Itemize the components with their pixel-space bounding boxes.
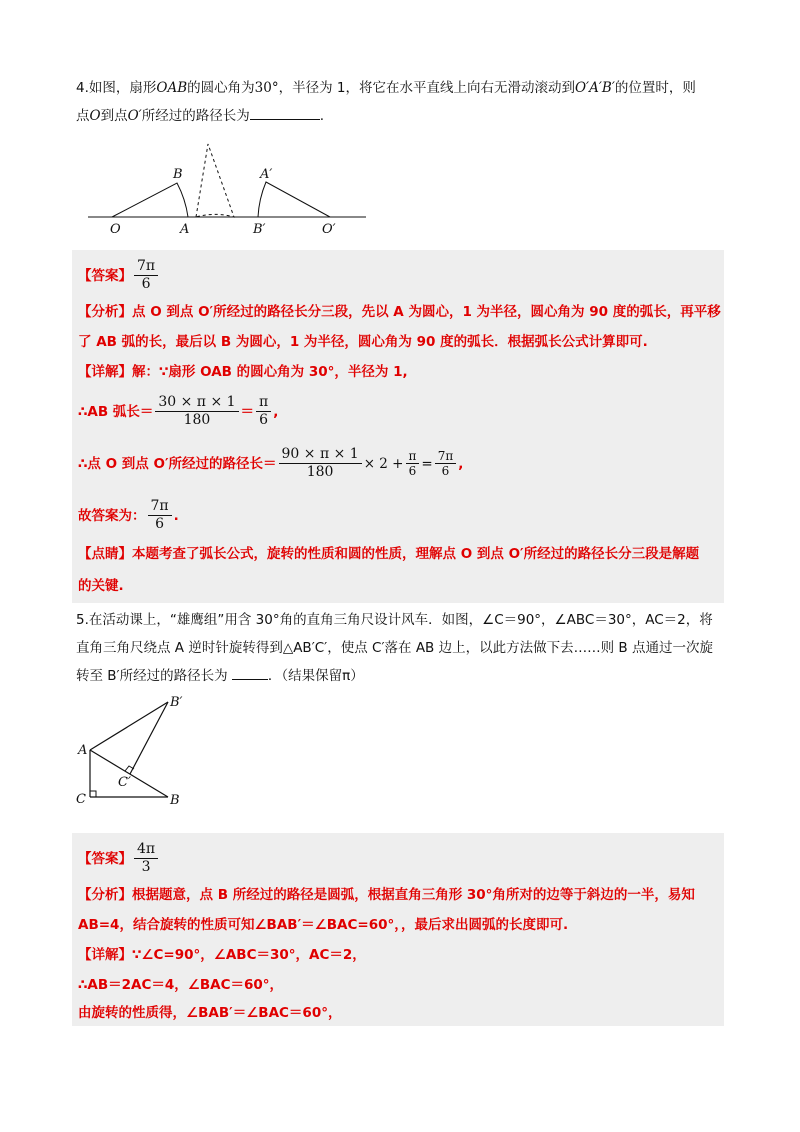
q4-label-o: O (110, 222, 121, 237)
q4-detail-line3: ∴点 O 到点 O′所经过的路径长＝ $\frac{90 \times \pi \times 1}{180}$ × 2 + $\frac{\pi}{6}$ = $\frac{7\pi}{6}$ , (78, 446, 464, 480)
q4-detail-line4: 故答案为： $\frac{7\pi}{6}$ . (78, 498, 179, 532)
q5-answer-fraction: $\frac{4\pi}{3}$ (134, 841, 158, 876)
q5-solution-box (72, 833, 724, 1026)
q4-sector-oab (112, 183, 188, 217)
q4-sector-oab-prime (258, 182, 330, 217)
q4-label-o-prime: O′ (322, 222, 336, 237)
q5-answer-label: 【答案】 (78, 850, 132, 867)
q5-stem-line2: 直角三角尺绕点 A 逆时针旋转得到△AB′C′，使点 C′落在 AB 边上，以此方法做下去……则 B 点通过一次旋 (76, 640, 713, 656)
q5-figure (74, 692, 204, 812)
q4-comment-line2: 的关键. (78, 578, 124, 594)
q5-stem-line1: 5.在活动课上，“雄鹰组”用含 30°角的直角三角尺设计风车．如图，∠C＝90°，∠ABC＝30°，AC＝2，将 (76, 612, 713, 628)
q5-analysis-line2: AB=4，结合旋转的性质可知∠BAB′＝∠BAC=60°，，最后求出圆弧的长度即可. (78, 917, 569, 933)
q5-label-a: A (78, 743, 88, 758)
q4-figure (84, 140, 374, 240)
q4-comment-line1: 【点睛】 本题考查了弧长公式，旋转的性质和圆的性质，理解点 O 到点 O′所经过的路径长分三段是解题 (78, 546, 700, 562)
q4-detail-line1: 【详解】 解：∵扇形 OAB 的圆心角为 30°，半径为 1, (78, 364, 408, 380)
q4-solution-box (72, 250, 724, 603)
q4-detail-line2: ∴AB 弧长＝ $\frac{30 \times \pi \times 1}{180}$ ＝ $\frac{\pi}{6}$ , (78, 394, 279, 428)
q5-detail-line1: 【详解】 ∵∠C=90°，∠ABC＝30°，AC＝2， (78, 947, 366, 963)
q5-side-ab-prime (90, 702, 168, 750)
q5-label-b: B (170, 793, 180, 808)
q4-analysis-line1: 【分析】 点 O 到点 O′所经过的路径长分三段，先以 A 为圆心，1 为半径，圆心角为 90 度的弧长，再平移 (78, 304, 721, 320)
q4-answer-blank (250, 105, 320, 120)
q5-label-c: C (76, 792, 86, 807)
q5-answer-blank (232, 665, 268, 680)
q5-stem (76, 606, 726, 690)
q4-stem-line2: 点O到点O′所经过的路径长为 . (76, 102, 726, 130)
q5-analysis-line1: 【分析】 根据题意，点 B 所经过的路径是圆弧，根据直角三角形 30°角所对的边等于斜边的一半，易知 (78, 887, 695, 903)
q5-answer-row (78, 841, 160, 876)
q4-label-b: B (173, 167, 183, 182)
q4-sector-dashed (196, 144, 234, 217)
q4-label-a: A (180, 222, 190, 237)
q4-label-b-prime: B′ (253, 222, 266, 237)
q4-answer-label: 【答案】 (78, 267, 132, 284)
q5-side-b-prime-c-prime (130, 702, 168, 774)
q5-label-b-prime: B′ (170, 695, 183, 710)
q4-stem-line1: 4.如图，扇形OAB的圆心角为30°，半径为 1，将它在水平直线上向右无滑动滚动到O′A′B′的位置时，则 (76, 80, 696, 96)
q4-answer-row (78, 258, 160, 293)
q5-right-angle-c (90, 791, 96, 797)
q4-answer-fraction: $\frac{7\pi}{6}$ (134, 258, 158, 293)
q5-detail-line3: 由旋转的性质得，∠BAB′＝∠BAC＝60°， (78, 1005, 342, 1021)
q5-label-c-prime: C′ (118, 775, 131, 790)
q5-detail-line2: ∴AB＝2AC＝4，∠BAC＝60°， (78, 977, 284, 993)
q4-analysis-line2: 了 AB 弧的长，最后以 B 为圆心，1 为半径，圆心角为 90 度的弧长．根据弧长公式计算即可. (78, 334, 648, 350)
q4-label-a-prime: A′ (260, 167, 273, 182)
q5-stem-line3: 转至 B′所经过的路径长为 ．（结果保留π） (76, 662, 726, 690)
q4-stem (76, 74, 726, 130)
